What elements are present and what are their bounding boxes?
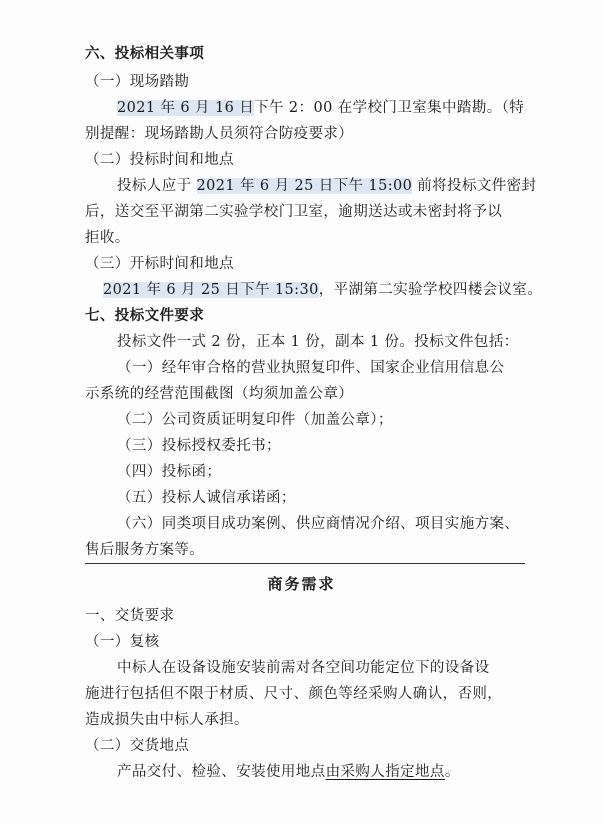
- section6-sub2-line3: 拒收。: [85, 230, 130, 246]
- section6-sub2-line2: 后，送交至平湖第二实验学校门卫室，逾期送达或未密封将予以: [85, 204, 503, 220]
- section6-heading: 六、投标相关事项: [85, 46, 205, 62]
- bid-deadline: 2021 年 6 月 25 日下午 15:00: [196, 178, 413, 194]
- commerce-s1a-line1: 中标人在设备设施安装前需对各空间功能定位下的设备设: [117, 660, 490, 676]
- section7-item1-line2: 示系统的经营范围截图（均须加盖公章）: [85, 386, 354, 402]
- commerce-s1-heading: 一、交货要求: [85, 608, 175, 624]
- commerce-s1a-heading: （一）复核: [85, 634, 160, 650]
- bid-deadline-suffix: 前将投标文件密封: [412, 178, 537, 194]
- section6-sub2-line1: [117, 176, 536, 196]
- section6-sub1-line2: 别提醒：现场踏勘人员须符合防疫要求）: [85, 126, 354, 142]
- section6-sub3-heading: （三）开标时间和地点: [85, 256, 234, 272]
- section7-item3: （三）投标授权委托书；: [117, 438, 281, 454]
- commerce-s1a-line3: 造成损失由中标人承担。: [85, 712, 249, 728]
- section7-item6-line1: （六）同类项目成功案例、供应商情况介绍、项目实施方案、: [117, 516, 520, 532]
- section6-sub1-heading: （一）现场踏勘: [85, 74, 190, 90]
- site-visit-date: 2021 年 6 月 16 日: [117, 100, 255, 116]
- section6-sub1-line1: [117, 98, 524, 118]
- commerce-title: 商务需求: [267, 575, 336, 593]
- section7-item4: （四）投标函；: [117, 464, 222, 480]
- section7-item1-line1: （一）经年审合格的营业执照复印件、国家企业信用信息公: [117, 360, 505, 376]
- section7-item2: （二）公司资质证明复印件（加盖公章）；: [117, 412, 393, 428]
- commerce-s1b-line1: [117, 762, 460, 782]
- section7-intro: 投标文件一式 2 份，正本 1 份，副本 1 份。投标文件包括：: [117, 334, 519, 350]
- delivery-location-prefix: 产品交付、检验、安装使用地点: [117, 764, 326, 780]
- commerce-s1a-line2: 施进行包括但不限于材质、尺寸、颜色等经采购人确认，否则，: [85, 686, 503, 702]
- commerce-s1b-heading: （二）交货地点: [85, 738, 190, 754]
- bid-deadline-prefix: 投标人应于: [117, 178, 197, 194]
- bid-opening-time: 2021 年 6 月 25 日下午 15:30: [103, 282, 319, 298]
- delivery-location-suffix: 。: [444, 764, 460, 780]
- section-divider: [85, 563, 525, 564]
- section6-sub3-line1: [103, 280, 542, 300]
- section7-item6-line2: 售后服务方案等。: [85, 542, 205, 558]
- section7-heading: 七、投标文件要求: [85, 308, 205, 324]
- section7-item5: （五）投标人诚信承诺函；: [117, 490, 296, 506]
- bid-opening-place: ，平湖第二实验学校四楼会议室。: [318, 282, 543, 298]
- site-visit-time: 下午 2：00 在学校门卫室集中踏勘。（特: [254, 100, 525, 116]
- section6-sub2-heading: （二）投标时间和地点: [85, 152, 234, 168]
- delivery-location: 由采购人指定地点: [325, 764, 445, 780]
